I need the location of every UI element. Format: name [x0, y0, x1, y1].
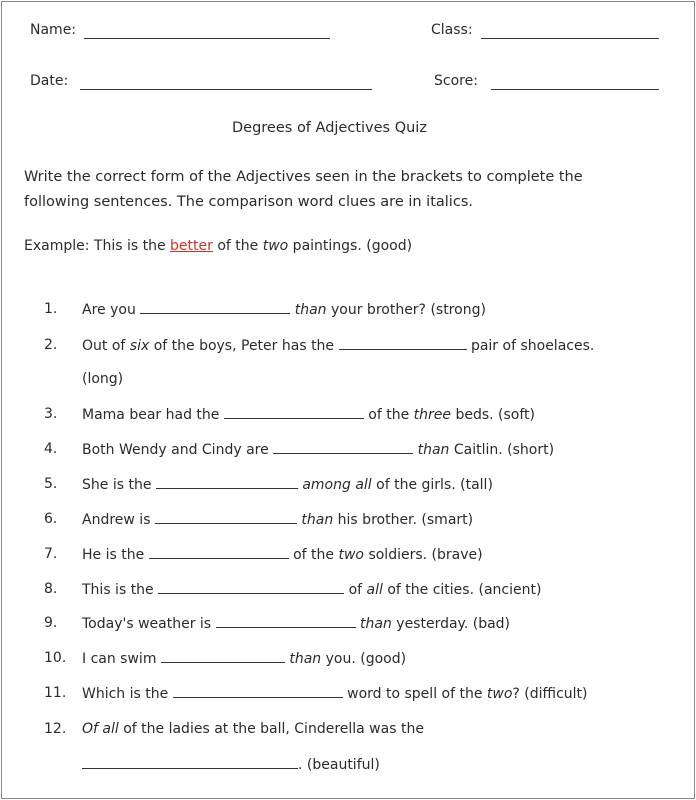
answer-blank[interactable] — [156, 476, 298, 489]
example-suffix: paintings. (good) — [288, 238, 413, 254]
question-2: Out of six of the boys, Peter has the pair of shoelaces. — [82, 338, 595, 354]
question-8: This is the of all of the cities. (ancient) — [82, 582, 542, 598]
name-label: Name: — [30, 22, 77, 38]
question-number: 6. — [44, 511, 58, 527]
answer-blank[interactable] — [224, 406, 364, 419]
question-number: 10. — [44, 650, 67, 666]
question-number: 1. — [44, 301, 58, 317]
question-number: 12. — [44, 721, 67, 737]
instructions-line-1: Write the correct form of the Adjectives seen in the brackets to complete the — [24, 169, 583, 185]
question-5: She is the among all of the girls. (tall) — [82, 477, 493, 493]
example-prefix: Example: This is the — [24, 238, 171, 254]
example-mid: of the — [212, 238, 263, 254]
score-label: Score: — [434, 73, 478, 89]
date-label: Date: — [30, 73, 69, 89]
question-4: Both Wendy and Cindy are than Caitlin. (short) — [82, 442, 555, 458]
answer-blank[interactable] — [140, 301, 290, 314]
question-12: Of all of the ladies at the ball, Cinderella was the — [82, 721, 424, 737]
answer-blank[interactable] — [82, 756, 298, 769]
question-11: Which is the word to spell of the two? (difficult) — [82, 686, 588, 702]
question-10: I can swim than you. (good) — [82, 651, 407, 667]
answer-blank[interactable] — [216, 615, 356, 628]
question-number: 4. — [44, 441, 58, 457]
question-number: 7. — [44, 546, 58, 562]
question-number: 8. — [44, 581, 58, 597]
class-label: Class: — [431, 22, 473, 38]
question-number: 9. — [44, 615, 58, 631]
question-number: 3. — [44, 406, 58, 422]
question-number: 5. — [44, 476, 58, 492]
answer-blank[interactable] — [149, 546, 289, 559]
date-field[interactable] — [80, 89, 372, 90]
answer-blank[interactable] — [161, 650, 285, 663]
quiz-title: Degrees of Adjectives Quiz — [232, 120, 427, 136]
answer-blank[interactable] — [339, 337, 467, 350]
question-number: 2. — [44, 337, 58, 353]
answer-blank[interactable] — [173, 685, 343, 698]
question-7: He is the of the two soldiers. (brave) — [82, 547, 483, 563]
answer-blank[interactable] — [273, 441, 413, 454]
instructions-line-2: following sentences. The comparison word clues are in italics. — [24, 194, 473, 210]
question-6: Andrew is than his brother. (smart) — [82, 512, 474, 528]
question-12-continuation: . (beautiful) — [82, 756, 380, 773]
example-clue: two — [262, 238, 289, 254]
score-field[interactable] — [491, 89, 659, 90]
question-3: Mama bear had the of the three beds. (soft) — [82, 407, 536, 423]
name-field[interactable] — [84, 38, 330, 39]
question-2-continuation: (long) — [82, 371, 124, 387]
example-answer: better — [170, 238, 213, 254]
question-number: 11. — [44, 685, 67, 701]
question-9: Today's weather is than yesterday. (bad) — [82, 616, 511, 632]
example-sentence — [24, 238, 412, 254]
class-field[interactable] — [481, 38, 659, 39]
answer-blank[interactable] — [158, 581, 344, 594]
question-1: Are you than your brother? (strong) — [82, 302, 486, 318]
answer-blank[interactable] — [155, 511, 297, 524]
